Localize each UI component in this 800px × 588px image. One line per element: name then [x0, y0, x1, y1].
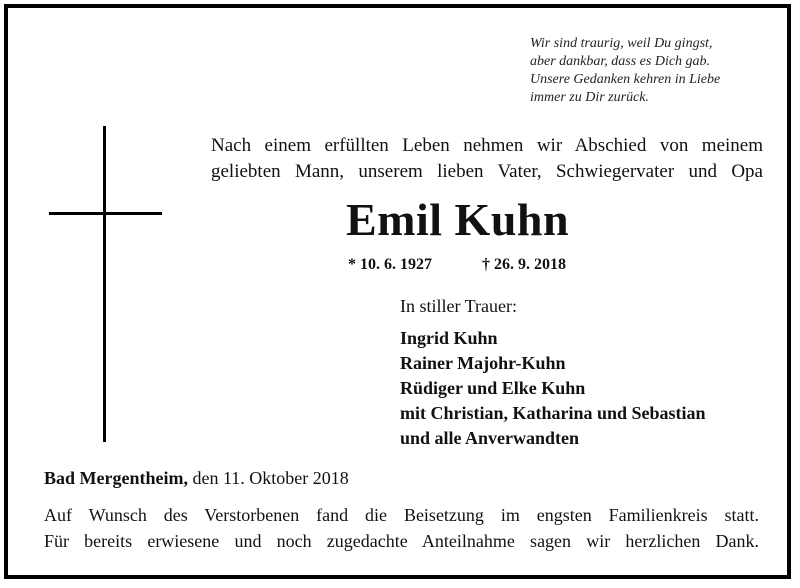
date: den 11. Oktober 2018 [187, 468, 349, 488]
closing-text [44, 502, 759, 554]
intro-line: Nach einem erfüllten Leben nehmen wir Abschied von meinem [211, 135, 763, 156]
deceased-name: Emil Kuhn [346, 194, 570, 245]
intro-text [211, 133, 763, 185]
closing-line: Auf Wunsch des Verstorbenen fand die Beisetzung im engsten Familienkreis statt. [44, 505, 759, 525]
mourner-name: Rüdiger und Elke Kuhn [400, 378, 586, 398]
poem [530, 35, 780, 107]
mourner-name: Ingrid Kuhn [400, 328, 498, 348]
death-date: † 26. 9. 2018 [482, 256, 566, 273]
mourning-intro: In stiller Trauer: [400, 296, 517, 316]
mourner-name: mit Christian, Katharina und Sebastian [400, 403, 706, 423]
closing-line: Für bereits erwiesene und noch zugedachte Anteilnahme sagen wir herzlichen Dank. [44, 531, 759, 551]
birth-date: * 10. 6. 1927 [348, 256, 432, 273]
life-dates [348, 256, 566, 274]
place-and-date [44, 468, 349, 489]
poem-line: aber dankbar, dass es Dich gab. [530, 54, 711, 69]
poem-line: immer zu Dir zurück. [530, 90, 649, 105]
poem-line: Unsere Gedanken kehren in Liebe [530, 72, 721, 87]
intro-line: geliebten Mann, unserem lieben Vater, Schwiegervater und Opa [211, 161, 763, 182]
cross-horizontal-bar [49, 212, 162, 215]
poem-line: Wir sind traurig, weil Du gingst, [530, 36, 713, 51]
cross-vertical-bar [103, 126, 106, 442]
place: Bad Mergentheim, [44, 468, 188, 488]
mourner-name: und alle Anverwandten [400, 428, 580, 448]
mourner-name: Rainer Majohr-Kuhn [400, 353, 566, 373]
mourners-list [400, 326, 706, 451]
